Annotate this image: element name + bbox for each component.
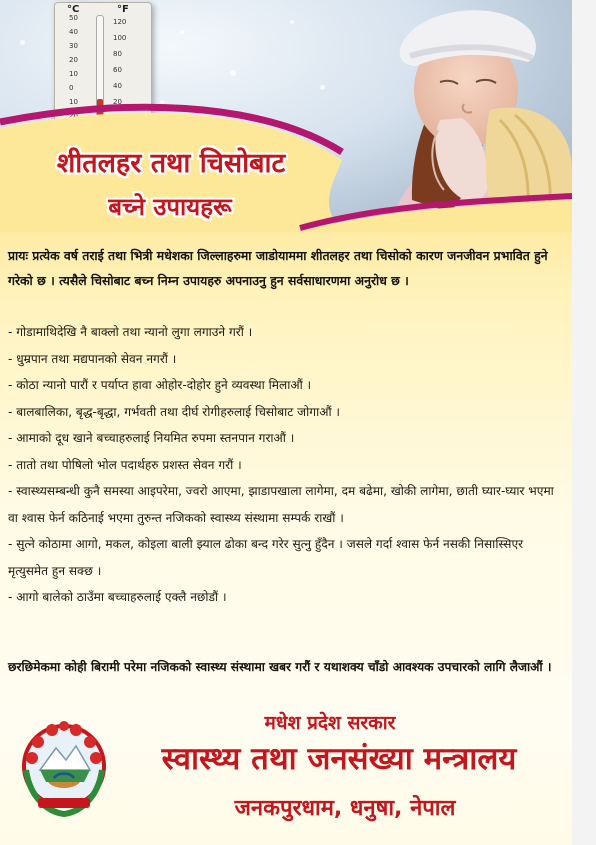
list-item: - तातो तथा पोषिलो भोल पदार्थहरु प्रशस्त सेवन गरौं ।: [8, 457, 242, 472]
closing-paragraph: छरछिमेकमा कोही बिरामी परेमा नजिकको स्वास्थ्य संस्थामा खबर गरौं र यथाशक्य चाँडो आवश्यक उपचारको लागि लैजाऔं ।: [8, 660, 552, 674]
list-item: - स्वास्थ्यसम्बन्धी कुनै समस्या आइपरेमा, ज्वरो आएमा, झाडापखाला लागेमा, दम बढेमा, खोकी लागेमा, छाती घ्यार-घ्यार भएमा वा श्वास फेर्न कठिनाई भएमा तुरुन्त नजिकको स्वास्थ्य संस्थामा सम्पर्क राखौं ।: [8, 484, 554, 525]
ministry-name: स्वास्थ्य तथा जनसंख्या मन्त्रालय: [161, 741, 517, 777]
page-margin: [572, 0, 596, 845]
intro-paragraph: प्रायः प्रत्येक वर्ष तराई तथा भित्री मधेशका जिल्लाहरुमा जाडोयाममा शीतलहर तथा चिसोको कारण जनजीवन प्रभावित हुने गरेको छ । त्यसैले चिसोबाट बच्न निम्न उपायहरु अपनाउनु हुन सर्वसाधारणमा अनुरोध छ ।: [8, 248, 548, 288]
precaution-list: [8, 319, 564, 611]
title-line-2: बच्ने उपायहरू: [108, 193, 232, 221]
celsius-unit: °C: [67, 4, 80, 15]
list-item: - बालबालिका, बृद्ध-बृद्धा, गर्भवती तथा दीर्घ रोगीहरुलाई चिसोबाट जोगाऔं ।: [8, 404, 341, 419]
list-item: - गोडामाथिदेखि नै बाक्लो तथा न्यानो लुगा लगाउने गरौं ।: [8, 325, 253, 339]
title-line-1: शीतलहर तथा चिसोबाट: [56, 148, 286, 179]
list-item: - धुम्रपान तथा मद्यपानको सेवन नगरौं ।: [8, 351, 177, 366]
government-name: मधेश प्रदेश सरकार: [264, 712, 396, 734]
nepal-emblem-logo: [18, 718, 110, 818]
fahrenheit-unit: °F: [117, 4, 129, 15]
list-item: - आगो बालेको ठाउँमा बच्चाहरुलाई एक्लै नछोडौं ।: [8, 590, 227, 604]
fahrenheit-scale: 120 100 80 60 40 20: [113, 18, 127, 106]
list-item: - आमाको दूध खाने बच्चाहरुलाई नियमित रुपमा स्तनपान गराऔं ।: [8, 431, 295, 445]
celsius-scale: 50 40 30 20 10 0 10 20: [69, 14, 78, 120]
list-item: - कोठा न्यानो पारौं र पर्याप्त हावा ओहोर-दोहोर हुने व्यवस्था मिलाऔं ।: [8, 378, 312, 392]
location-text: जनकपुरधाम, धनुषा, नेपाल: [234, 796, 456, 821]
list-item: - सुत्ने कोठामा आगो, मकल, कोइला बाली झ्याल ढोका बन्द गरेर सुत्नु हुँदैन । जसले गर्दा श्वास फेर्न नसकी निसास्सिएर मृत्युसमेत हुन सक्छ ।: [8, 537, 524, 578]
